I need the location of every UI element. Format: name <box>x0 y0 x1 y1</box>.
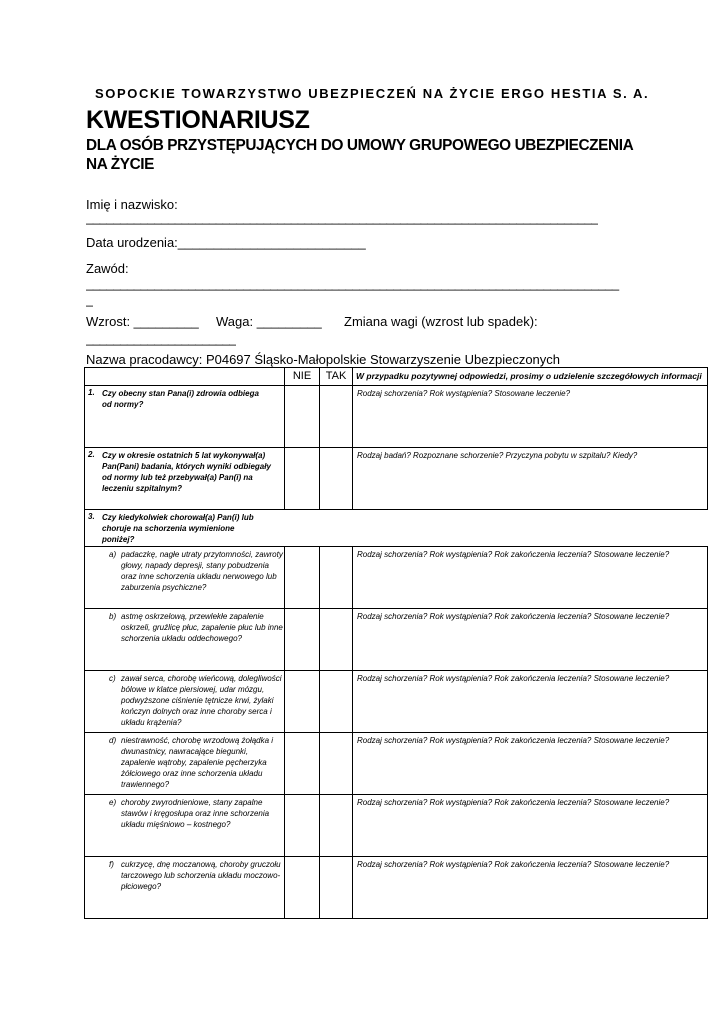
question-3a-text: padaczkę, nagłe utraty przytomności, zawroty głowy, napady depresji, stany pobudzenia oraz inne schorzenia układu nerwowego lub zaburzenia psychiczne? <box>121 550 283 592</box>
question-3b-no-checkbox[interactable] <box>285 609 320 671</box>
question-3d-letter: d) <box>109 736 117 745</box>
header-empty-cell <box>85 368 285 386</box>
question-3d-details-hint: Rodzaj schorzenia? Rok wystąpienia? Rok zakończenia leczenia? Stosowane leczenie? <box>357 736 670 745</box>
question-3d-text: niestrawność, chorobę wrzodową żołądka i dwunastnicy, nawracające biegunki, zapalenie wątroby, zapalenie pęcherzyka żółciowego oraz inne schorzenia układu trawiennego? <box>121 736 274 789</box>
question-1-details-field[interactable] <box>353 386 708 448</box>
question-3b-text: astmę oskrzelową, przewlekłe zapalenie oskrzeli, gruźlicę płuc, zapalenie płuc lub inne schorzenia układu oddechowego? <box>121 612 283 643</box>
question-3f <box>85 857 285 919</box>
question-3b-details-hint: Rodzaj schorzenia? Rok wystąpienia? Rok zakończenia leczenia? Stosowane leczenie? <box>357 612 670 621</box>
question-3e-details-field[interactable] <box>353 795 708 857</box>
question-3b-yes-checkbox[interactable] <box>320 609 353 671</box>
question-3d-yes-checkbox[interactable] <box>320 733 353 795</box>
question-3b-letter: b) <box>109 612 117 621</box>
question-3c-details-field[interactable] <box>353 671 708 733</box>
question-1-text: Czy obecny stan Pana(i) zdrowia odbiega od normy? <box>102 389 259 409</box>
question-3e <box>85 795 285 857</box>
question-3-text: Czy kiedykolwiek chorował(a) Pan(i) lub choruje na schorzenia wymienione poniżej? <box>102 513 254 544</box>
height-field[interactable]: Wzrost: _________ <box>86 314 199 329</box>
job-label: Zawód: <box>86 261 129 276</box>
question-3e-letter: e) <box>109 798 117 807</box>
question-3-number: 3. <box>88 512 95 521</box>
document-title: KWESTIONARIUSZ <box>86 106 310 134</box>
question-3f-text: cukrzycę, dnę moczanową, choroby gruczołu tarczowego lub schorzenia układu moczowo-płciowego? <box>121 860 281 891</box>
question-3b-row <box>85 609 708 671</box>
column-no-header: NIE <box>285 368 320 386</box>
question-3f-no-checkbox[interactable] <box>285 857 320 919</box>
question-1-details-hint: Rodzaj schorzenia? Rok wystąpienia? Stosowane leczenie? <box>357 389 571 398</box>
health-questionnaire-table <box>84 367 708 919</box>
question-3f-details-field[interactable] <box>353 857 708 919</box>
question-3b-details-field[interactable] <box>353 609 708 671</box>
question-3e-row <box>85 795 708 857</box>
question-3-row <box>85 510 708 547</box>
question-3e-no-checkbox[interactable] <box>285 795 320 857</box>
question-1 <box>85 386 285 448</box>
question-1-number: 1. <box>88 388 95 397</box>
question-3d-row <box>85 733 708 795</box>
question-3f-details-hint: Rodzaj schorzenia? Rok wystąpienia? Rok zakończenia leczenia? Stosowane leczenie? <box>357 860 670 869</box>
question-2-details-hint: Rodzaj badań? Rozpoznane schorzenie? Przyczyna pobytu w szpitalu? Kiedy? <box>357 451 638 460</box>
question-3d-details-field[interactable] <box>353 733 708 795</box>
company-name: SOPOCKIE TOWARZYSTWO UBEZPIECZEŃ NA ŻYCIE ERGO HESTIA S. A. <box>95 86 650 101</box>
question-3a-details-field[interactable] <box>353 547 708 609</box>
question-1-row <box>85 386 708 448</box>
question-2-details-field[interactable] <box>353 448 708 510</box>
job-input-line-2: _ <box>86 292 93 307</box>
column-yes-header: TAK <box>320 368 353 386</box>
question-3e-yes-checkbox[interactable] <box>320 795 353 857</box>
employer-name: Nazwa pracodawcy: P04697 Śląsko-Małopolskie Stowarzyszenie Ubezpieczonych <box>86 352 561 367</box>
weight-change-label: Zmiana wagi (wzrost lub spadek): <box>344 314 538 329</box>
question-2-no-checkbox[interactable] <box>285 448 320 510</box>
question-3d <box>85 733 285 795</box>
question-1-no-checkbox[interactable] <box>285 386 320 448</box>
question-3b <box>85 609 285 671</box>
question-3f-yes-checkbox[interactable] <box>320 857 353 919</box>
question-2 <box>85 448 285 510</box>
job-input-line[interactable]: ______________________________________________________________________________ <box>86 276 619 291</box>
question-3c-yes-checkbox[interactable] <box>320 671 353 733</box>
question-3a-details-hint: Rodzaj schorzenia? Rok wystąpienia? Rok zakończenia leczenia? Stosowane leczenie? <box>357 550 670 559</box>
question-3a-yes-checkbox[interactable] <box>320 547 353 609</box>
question-3c-no-checkbox[interactable] <box>285 671 320 733</box>
question-3a-row <box>85 547 708 609</box>
question-3c <box>85 671 285 733</box>
table-header-row <box>85 368 708 386</box>
question-3d-no-checkbox[interactable] <box>285 733 320 795</box>
question-3a-no-checkbox[interactable] <box>285 547 320 609</box>
question-3c-letter: c) <box>109 674 116 683</box>
weight-change-input-line[interactable]: ______________________ <box>86 331 237 346</box>
name-label: Imię i nazwisko: <box>86 197 178 212</box>
question-3c-text: zawał serca, chorobę wieńcową, dolegliwości bólowe w klatce piersiowej, udar mózgu, podwyższone ciśnienie tętnicze krwi, żylaki kończyn dolnych oraz inne choroby serca i układu krążenia? <box>121 674 282 727</box>
question-2-number: 2. <box>88 450 95 459</box>
question-3c-details-hint: Rodzaj schorzenia? Rok wystąpienia? Rok zakończenia leczenia? Stosowane leczenie? <box>357 674 670 683</box>
question-2-text: Czy w okresie ostatnich 5 lat wykonywał(a) Pan(Pani) badania, których wyniki odbiegały od normy lub też przebywał(a) Pan(i) na leczeniu szpitalnym? <box>102 451 271 493</box>
question-3f-letter: f) <box>109 860 114 869</box>
weight-field[interactable]: Waga: _________ <box>216 314 322 329</box>
question-3 <box>85 510 708 547</box>
document-subtitle: DLA OSÓB PRZYSTĘPUJĄCYCH DO UMOWY GRUPOWEGO UBEZPIECZENIA NA ŻYCIE <box>86 137 633 173</box>
birth-date-field[interactable]: Data urodzenia:__________________________ <box>86 235 366 250</box>
name-input-line[interactable]: ___________________________________________________________________________ <box>86 210 598 225</box>
question-1-yes-checkbox[interactable] <box>320 386 353 448</box>
question-2-row <box>85 448 708 510</box>
column-details-header: W przypadku pozytywnej odpowiedzi, prosimy o udzielenie szczegółowych informacji <box>353 368 708 386</box>
question-3a <box>85 547 285 609</box>
question-2-yes-checkbox[interactable] <box>320 448 353 510</box>
question-3f-row <box>85 857 708 919</box>
question-3e-text: choroby zwyrodnieniowe, stany zapalne stawów i kręgosłupa oraz inne schorzenia układu mięśniowo – kostnego? <box>121 798 270 829</box>
question-3e-details-hint: Rodzaj schorzenia? Rok wystąpienia? Rok zakończenia leczenia? Stosowane leczenie? <box>357 798 670 807</box>
question-3a-letter: a) <box>109 550 117 559</box>
question-3c-row <box>85 671 708 733</box>
